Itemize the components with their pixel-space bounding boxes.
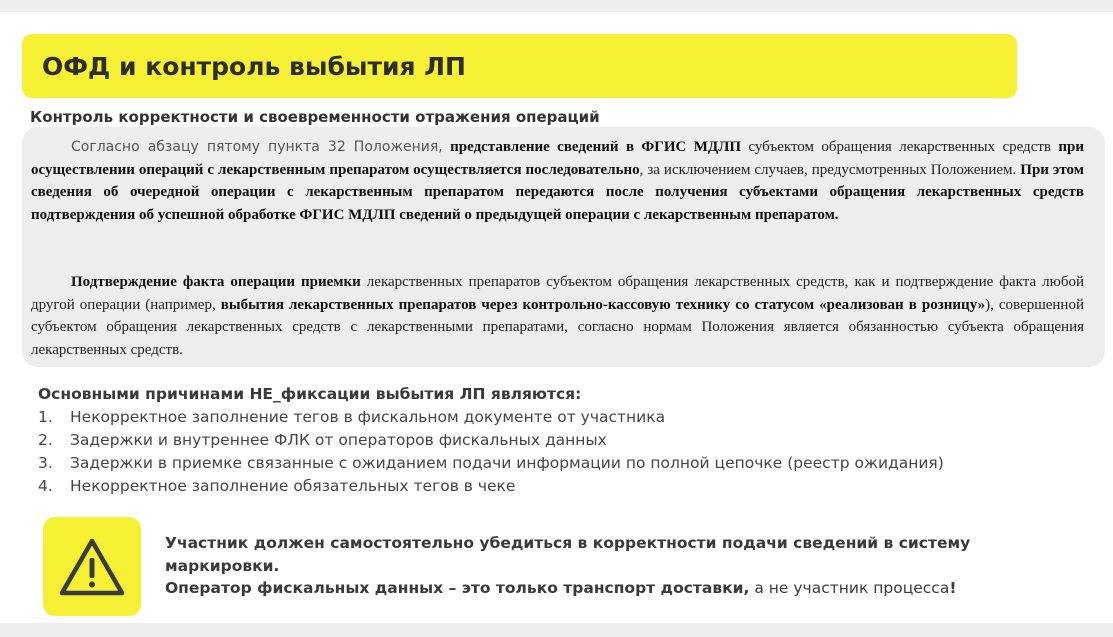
list-item — [38, 475, 944, 498]
reasons-list — [38, 406, 944, 498]
list-item — [38, 406, 944, 429]
warning-line-2-rest: а не участник процесса — [749, 579, 950, 597]
warning-line-2-end: ! — [949, 579, 957, 597]
warning-line-1: Участник должен самостоятельно убедиться в корректности подачи сведений в систему маркировки. — [165, 534, 971, 575]
section-subtitle: Контроль корректности и своевременности отражения операций — [30, 108, 600, 126]
quote-paragraph-2 — [31, 271, 1084, 361]
quote-text-run: субъектом обращения лекарственных средств — [741, 139, 1059, 155]
list-item-text: Некорректное заполнение тегов в фискальном документе от участника — [70, 408, 666, 426]
warning-triangle-icon — [57, 536, 127, 598]
quote-bold-run: при осуществлении операций с лекарственным препаратом осуществляется последовательно — [31, 139, 1085, 178]
list-item — [38, 429, 944, 452]
quote-bold-run: представление сведений в ФГИС МДЛП — [450, 139, 742, 155]
regulation-quote-box — [22, 127, 1105, 367]
quote-text-run: , за исключением случаев, предусмотренных Положением. — [639, 161, 1021, 178]
list-item-number: 1. — [38, 408, 53, 426]
page-title: ОФД и контроль выбытия ЛП — [42, 51, 466, 81]
warning-note — [165, 532, 1025, 600]
slide — [0, 12, 1113, 623]
list-item-text: Задержки и внутреннее ФЛК от операторов фискальных данных — [70, 431, 607, 449]
reasons-title: Основными причинами НЕ_фиксации выбытия ЛП являются: — [38, 385, 582, 403]
title-banner — [22, 34, 1017, 98]
list-item-number: 3. — [38, 454, 53, 472]
quote-paragraph-1 — [31, 136, 1084, 226]
list-item-number: 4. — [38, 477, 53, 495]
warning-badge — [43, 517, 141, 616]
list-item-text: Задержки в приемке связанные с ожиданием подачи информации по полной цепочке (реестр ожидания) — [70, 454, 944, 472]
warning-line-2-bold: Оператор фискальных данных – это только транспорт доставки, — [165, 579, 750, 597]
quote-bold-run: При этом сведения об очередной операции с лекарственным препаратом передаются после получения субъектами обращения лекарственных средств подтверждения об успешной обработке ФГИС МДЛП сведений о предыдущей операции с лекарственным препаратом. — [31, 161, 1084, 223]
quote-text-run: Согласно абзацу пятому пункта 32 Положения, — [71, 139, 443, 155]
quote-bold-run: выбытия лекарственных препаратов через контрольно-кассовую технику со статусом «реализован в розницу» — [220, 296, 986, 313]
quote-text-run: ), совершенной субъектом обращения лекарственных средств с лекарственными препаратами, согласно нормам Положения является обязанностью субъекта обращения лекарственных средств. — [31, 296, 1084, 358]
list-item — [38, 452, 944, 475]
list-item-number: 2. — [38, 431, 53, 449]
quote-text-run: лекарственных препаратов субъектом обращения лекарственных средств, как и подтверждение факта любой другой операции (например, — [31, 274, 1084, 313]
quote-bold-run: Подтверждение факта операции приемки — [71, 274, 361, 290]
list-item-text: Некорректное заполнение обязательных тегов в чеке — [70, 477, 516, 495]
